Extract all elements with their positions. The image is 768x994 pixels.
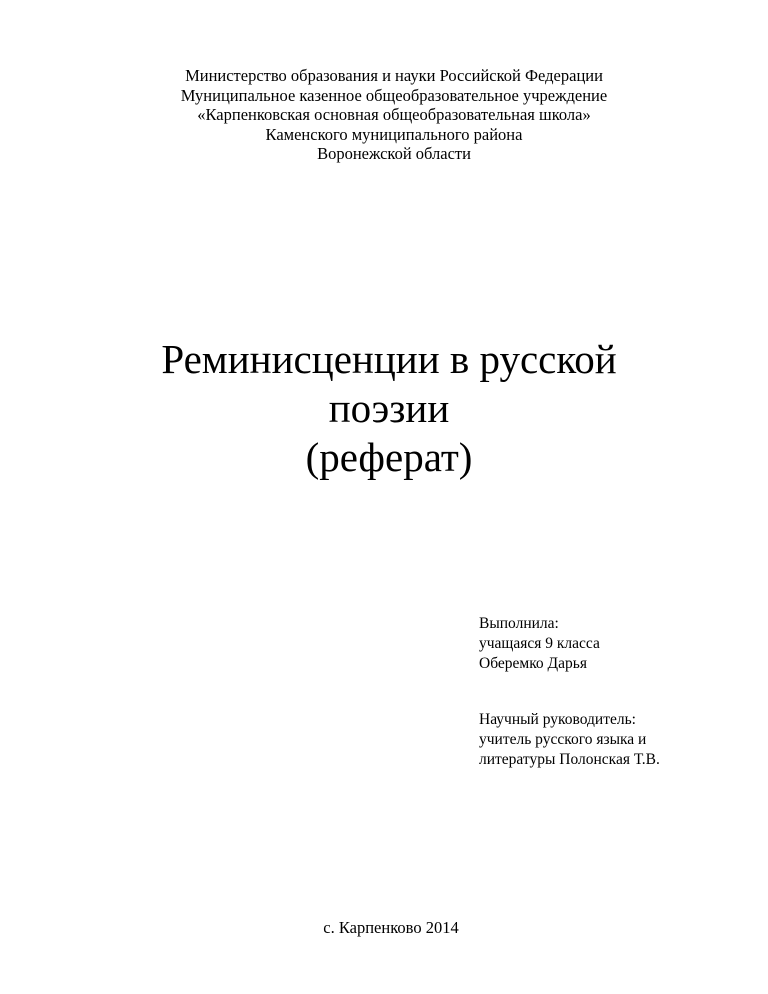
title-line-1: Реминисценции в русской — [161, 336, 617, 382]
region-line: Воронежской области — [317, 144, 471, 163]
supervisor-label: Научный руководитель: — [479, 711, 636, 728]
supervisor-position-line-2: литературы Полонская Т.В. — [479, 751, 660, 768]
student-role: учащаяся 9 класса — [479, 635, 600, 652]
supervisor-info — [479, 710, 660, 770]
place-year: с. Карпенково 2014 — [323, 918, 459, 937]
institution-type-line: Муниципальное казенное общеобразовательное учреждение — [180, 85, 608, 105]
school-name-line: «Карпенковская основная общеобразовательная школа» — [197, 105, 591, 124]
title-line-3: (реферат) — [305, 434, 473, 480]
document-title — [0, 335, 768, 482]
institution-header — [0, 66, 768, 164]
title-line-2: поэзии — [328, 385, 450, 431]
supervisor-position-line-1: учитель русского языка и — [479, 731, 647, 748]
student-name: Оберемко Дарья — [479, 655, 587, 672]
student-label: Выполнила: — [479, 615, 559, 632]
student-info — [479, 614, 600, 674]
district-line: Каменского муниципального района — [265, 124, 523, 144]
ministry-line: Министерство образования и науки Российской Федерации — [185, 66, 603, 85]
